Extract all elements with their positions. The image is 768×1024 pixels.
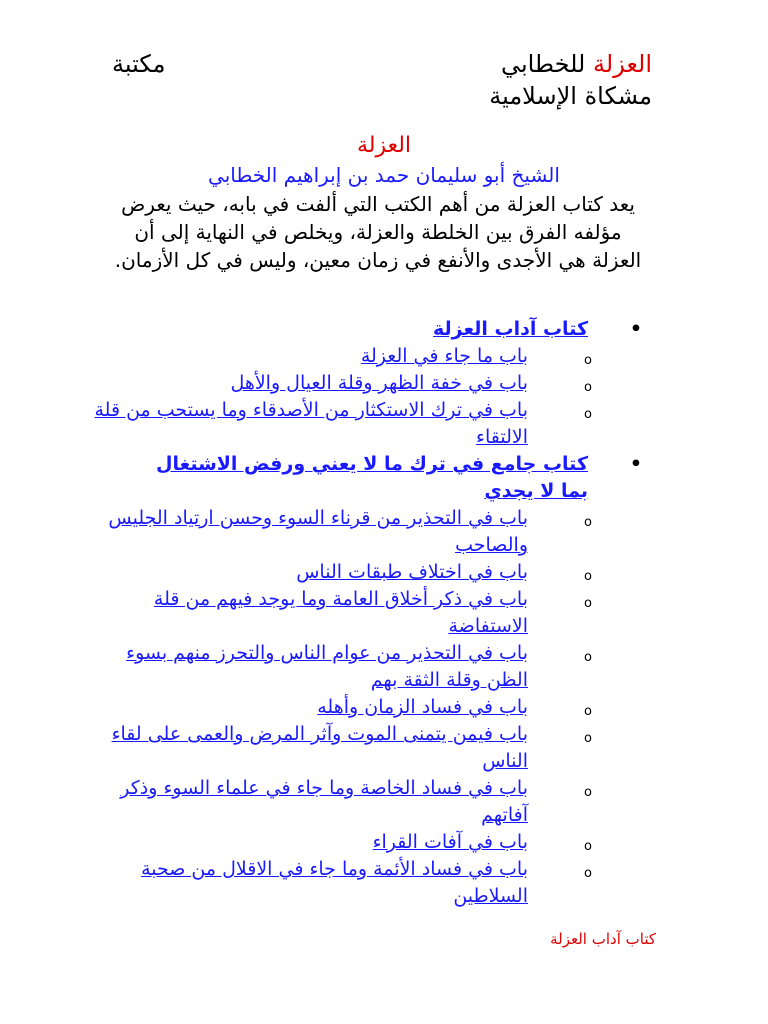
header-library-name: مشكاة الإسلامية [489, 82, 652, 110]
toc-item [88, 586, 592, 640]
book-description: يعد كتاب العزلة من أهم الكتب التي ألفت في بابه، حيث يعرض مؤلفه الفرق بين الخلطة والعزلة، ويخلص في النهاية إلى أن العزلة هي الأجدى والأنفع في زمان معين، وليس في كل الأزمان. [114, 192, 642, 272]
book-title: العزلة [356, 133, 412, 158]
toc-item-link[interactable]: باب فيمن يتمنى الموت وآثر المرض والعمى على لقاء الناس [111, 723, 528, 772]
circle-bullet-icon: o [584, 515, 592, 530]
table-of-contents [94, 316, 652, 910]
bullet-icon: • [629, 453, 642, 475]
footer-text: كتاب آداب العزلة [550, 930, 656, 948]
toc-item-link[interactable]: باب في فساد الزمان وأهله [317, 696, 528, 718]
toc-section [152, 316, 652, 343]
header-title [501, 48, 652, 80]
toc-item [88, 370, 592, 397]
circle-bullet-icon: o [584, 785, 592, 800]
toc-item [88, 721, 592, 775]
toc-item-link[interactable]: باب في اختلاف طبقات الناس [296, 561, 528, 583]
toc-section-link[interactable]: كتاب جامع في ترك ما لا يعني ورفض الاشتغال بما لا يجدي [156, 453, 588, 502]
toc-item-link[interactable]: باب في فساد الخاصة وما جاء في علماء السوء وذكر آفاتهم [120, 777, 528, 826]
circle-bullet-icon: o [584, 839, 592, 854]
header-title-rest: للخطابي [500, 50, 586, 78]
toc-item [88, 343, 592, 370]
toc-item [88, 559, 592, 586]
toc-item [88, 397, 592, 451]
toc-item-link[interactable]: باب في خفة الظهر وقلة العيال والأهل [230, 372, 528, 394]
toc-item [88, 694, 592, 721]
circle-bullet-icon: o [584, 650, 592, 665]
toc-item-link[interactable]: باب في التحذير من قرناء السوء وحسن ارتياد الجليس والصاحب [108, 507, 528, 556]
circle-bullet-icon: o [584, 353, 592, 368]
toc-item-link[interactable]: باب في التحذير من عوام الناس والتحرز منهم بسوء الظن وقلة الثقة بهم [126, 642, 528, 691]
toc-item-link[interactable]: باب في ترك الاستكثار من الأصدقاء وما يستحب من قلة الالتقاء [94, 399, 528, 448]
header-line [112, 48, 652, 80]
toc-item-link[interactable]: باب ما جاء في العزلة [360, 345, 528, 367]
circle-bullet-icon: o [584, 380, 592, 395]
circle-bullet-icon: o [584, 569, 592, 584]
circle-bullet-icon: o [584, 596, 592, 611]
bullet-icon: • [629, 318, 642, 340]
book-author: الشيخ أبو سليمان حمد بن إبراهيم الخطابي [208, 163, 560, 187]
toc-section-link[interactable]: كتاب آداب العزلة [433, 318, 588, 340]
circle-bullet-icon: o [584, 866, 592, 881]
circle-bullet-icon: o [584, 704, 592, 719]
toc-item [88, 640, 592, 694]
toc-item-link[interactable]: باب في فساد الأئمة وما جاء في الاقلال من صحبة السلاطين [141, 858, 528, 907]
circle-bullet-icon: o [584, 731, 592, 746]
header-title-red: العزلة [593, 50, 652, 78]
circle-bullet-icon: o [584, 407, 592, 422]
toc-section [152, 451, 652, 505]
toc-item [88, 775, 592, 829]
toc-item [88, 856, 592, 910]
toc-item-link[interactable]: باب في ذكر أخلاق العامة وما يوجد فيهم من قلة الاستفاضة [153, 588, 528, 637]
header-library: مكتبة [112, 50, 166, 78]
toc-item-link[interactable]: باب في آفات القراء [372, 831, 528, 853]
toc-item [88, 505, 592, 559]
toc-item [88, 829, 592, 856]
